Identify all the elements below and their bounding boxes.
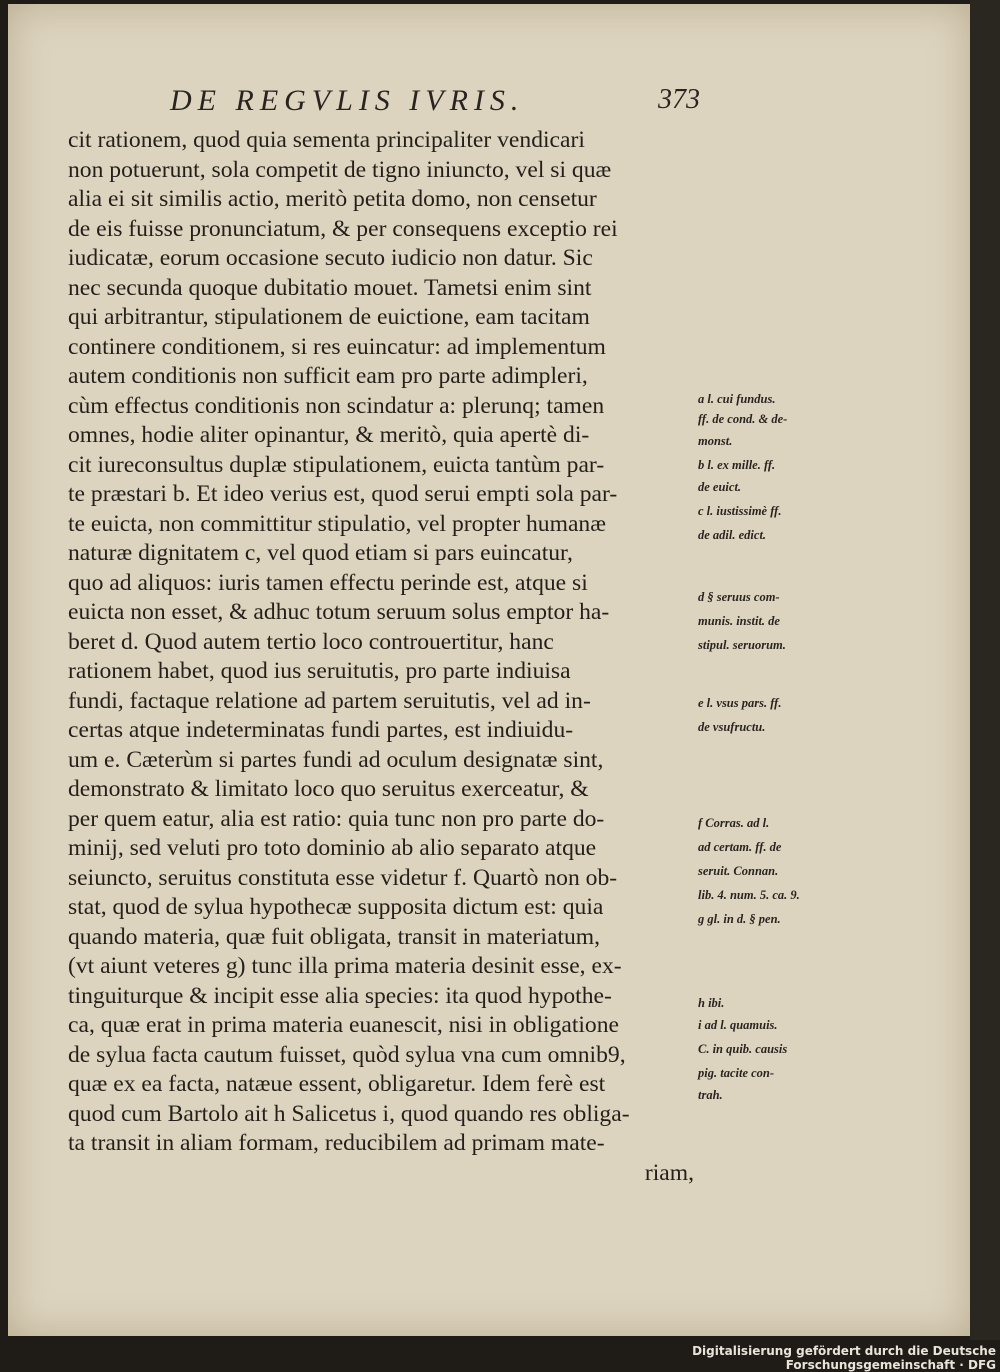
marginal-notes xyxy=(698,0,848,1200)
text-line: de eis fuisse pronunciatum, & per consequens exceptio rei xyxy=(68,215,618,242)
margin-note: f Corras. ad l. xyxy=(698,816,770,830)
text-line: stat, quod de sylua hypothecæ supposita dictum est: quia xyxy=(68,894,604,920)
text-line: nec secunda quoque dubitatio mouet. Tametsi enim sint xyxy=(68,274,592,301)
text-line: iudicatæ, eorum occasione secuto iudicio non datur. Sic xyxy=(68,245,593,271)
text-line: quando materia, quæ fuit obligata, transit in materiatum, xyxy=(68,923,601,950)
text-line: minij, sed veluti pro toto dominio ab alio separato atque xyxy=(68,835,597,861)
text-line: per quem eatur, alia est ratio: quia tunc non pro parte do- xyxy=(68,805,605,832)
margin-note: ff. de cond. & de- xyxy=(698,412,788,426)
text-line: alia ei sit similis actio, meritò petita domo, non censetur xyxy=(68,186,597,212)
text-line: um e. Cæterùm si partes fundi ad oculum designatæ sint, xyxy=(68,746,604,773)
margin-note: munis. instit. de xyxy=(698,614,780,628)
dfg-credit-footer: Digitalisierung gefördert durch die Deutsche Forschungsgemeinschaft · DFG xyxy=(692,1344,996,1372)
text-line: demonstrato & limitato loco quo seruitus exerceatur, & xyxy=(68,776,589,802)
page-number: 373 xyxy=(658,84,700,115)
margin-note: de vsufructu. xyxy=(698,720,766,734)
text-line: (vt aiunt veteres g) tunc illa prima materia desinit esse, ex- xyxy=(68,953,622,979)
text-line: beret d. Quod autem tertio loco controuertitur, hanc xyxy=(68,628,554,655)
text-line: seiuncto, seruitus constituta esse videtur f. Quartò non ob- xyxy=(68,864,618,891)
margin-note: d § seruus com- xyxy=(698,590,780,604)
text-line: cit rationem, quod quia sementa principaliter vendicari xyxy=(68,127,585,153)
text-line: ca, quæ erat in prima materia euanescit, nisi in obligatione xyxy=(68,1012,619,1038)
main-text-block xyxy=(68,126,694,1188)
text-line: naturæ dignitatem c, vel quod etiam si pars euincatur, xyxy=(68,540,573,566)
margin-note: seruit. Connan. xyxy=(698,864,779,878)
margin-note: stipul. seruorum. xyxy=(698,638,786,652)
text-line: omnes, hodie aliter opinantur, & meritò, quia apertè di- xyxy=(68,422,590,448)
text-line: rationem habet, quod ius seruitutis, pro parte indiuisa xyxy=(68,658,571,684)
running-title: DE REGVLIS IVRIS. xyxy=(170,84,525,117)
text-line: cùm effectus conditionis non scindatur a: plerunq; tamen xyxy=(68,392,605,419)
margin-note: monst. xyxy=(698,434,733,448)
text-line: autem conditionis non sufficit eam pro parte adimpleri, xyxy=(68,363,588,389)
margin-note: ad certam. ff. de xyxy=(698,840,782,854)
margin-note: i ad l. quamuis. xyxy=(698,1018,778,1032)
margin-note: h ibi. xyxy=(698,996,725,1010)
text-line: te præstari b. Et ideo verius est, quod serui empti sola par- xyxy=(68,481,618,507)
catchword: riam, xyxy=(644,1159,694,1186)
margin-note: c l. iustissimè ff. xyxy=(698,504,782,518)
text-line: tinguiturque & incipit esse alia species: ita quod hypothe- xyxy=(68,982,612,1009)
margin-note: e l. vsus pars. ff. xyxy=(698,696,782,710)
text-line: continere conditionem, si res euincatur: ad implementum xyxy=(68,333,606,360)
text-line: quæ ex ea facta, natæue essent, obligaretur. Idem ferè est xyxy=(68,1071,606,1097)
text-line: qui arbitrantur, stipulationem de euictione, eam tacitam xyxy=(68,304,590,330)
page-edge-shadow xyxy=(970,0,1000,1340)
text-line: quo ad aliquos: iuris tamen effectu perinde est, atque si xyxy=(68,569,588,596)
margin-note: de euict. xyxy=(698,480,742,494)
margin-note: C. in quib. causis xyxy=(698,1042,788,1056)
margin-note: trah. xyxy=(698,1088,723,1102)
margin-note: pig. tacite con- xyxy=(698,1066,775,1080)
text-line: fundi, factaque relatione ad partem seruitutis, vel ad in- xyxy=(68,687,591,714)
text-line: ta transit in aliam formam, reducibilem ad primam mate- xyxy=(68,1130,605,1156)
margin-note: de adil. edict. xyxy=(698,528,767,542)
text-line: non potuerunt, sola competit de tigno iniuncto, vel si quæ xyxy=(68,156,612,183)
text-line: cit iureconsultus duplæ stipulationem, euicta tantùm par- xyxy=(68,451,605,478)
text-line: de sylua facta cautum fuisset, quòd sylua vna cum omnib9, xyxy=(68,1041,626,1068)
text-line: certas atque indeterminatas fundi partes, est indiuidu- xyxy=(68,717,574,743)
margin-note: a l. cui fundus. xyxy=(698,392,776,406)
margin-note: b l. ex mille. ff. xyxy=(698,458,776,472)
margin-note: g gl. in d. § pen. xyxy=(698,912,781,926)
text-line: quod cum Bartolo ait h Salicetus i, quod quando res obliga- xyxy=(68,1100,630,1127)
text-line: euicta non esset, & adhuc totum seruum solus emptor ha- xyxy=(68,599,610,625)
text-line: te euicta, non committitur stipulatio, vel propter humanæ xyxy=(68,510,606,537)
margin-note: lib. 4. num. 5. ca. 9. xyxy=(698,888,800,902)
